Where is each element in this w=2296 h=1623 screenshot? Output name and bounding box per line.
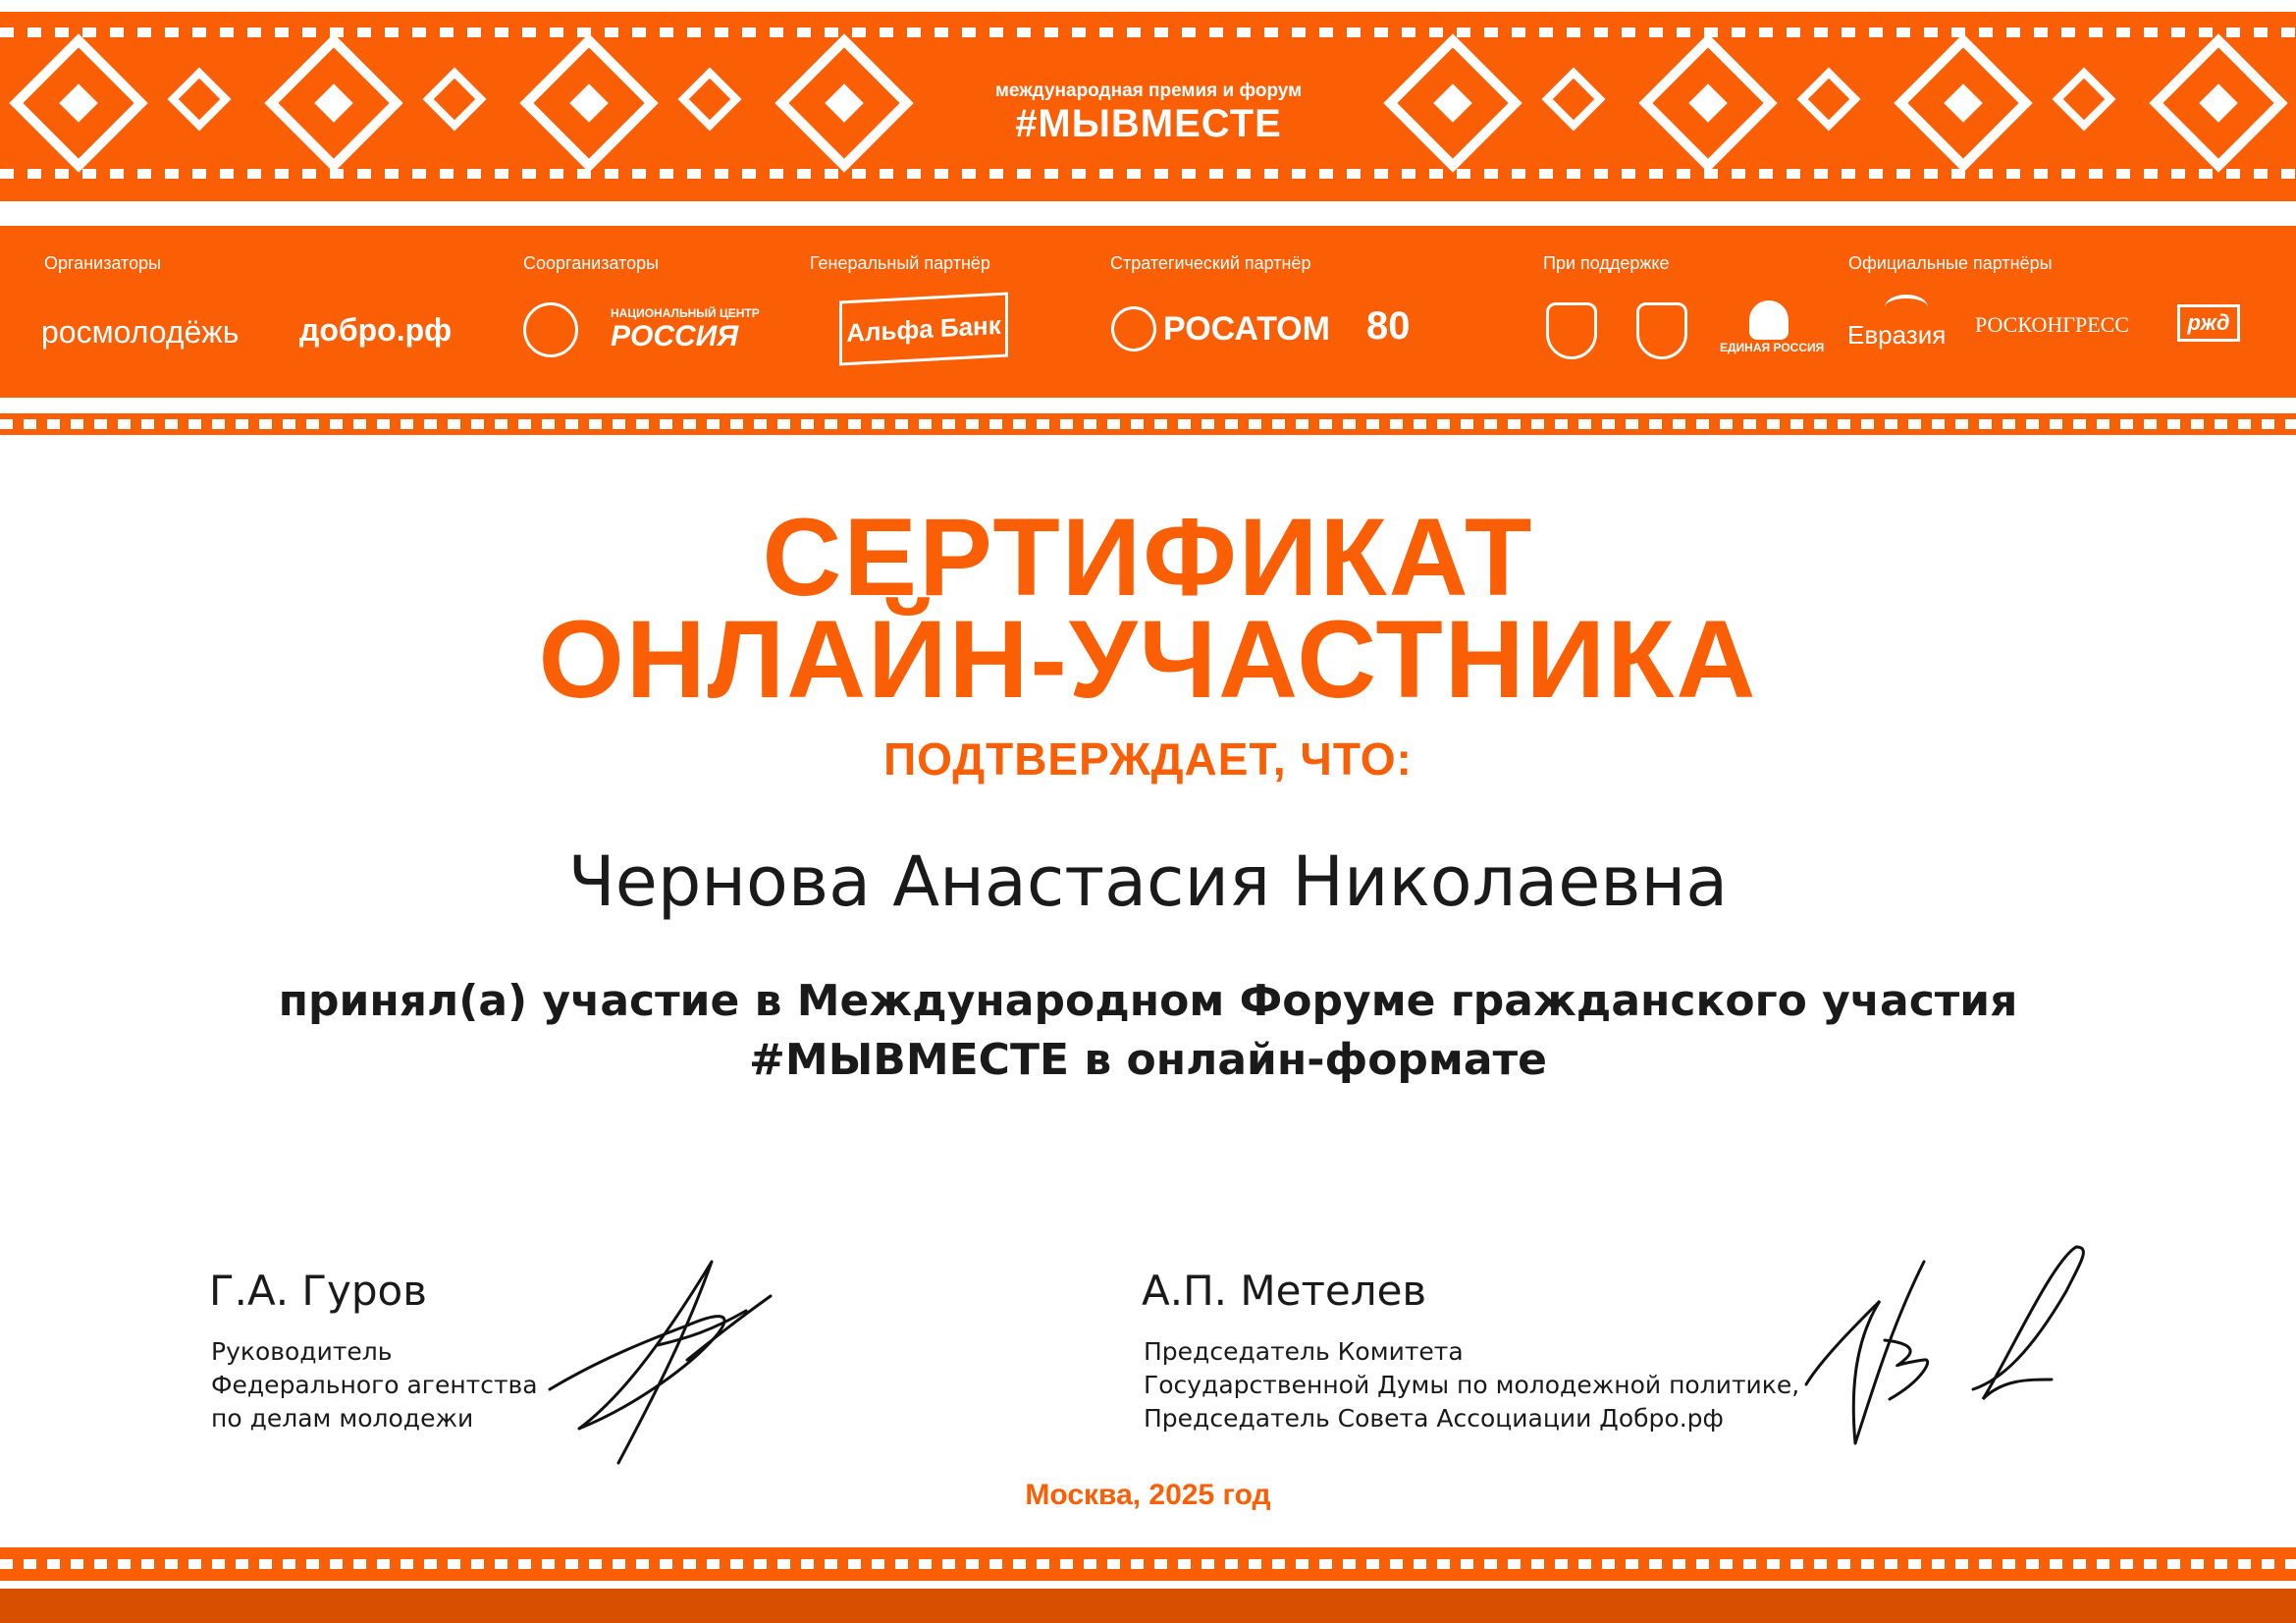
- rosmolodezh-logo: росмолодёжь: [41, 314, 240, 350]
- ornament-diamond-small: [2052, 67, 2115, 131]
- certificate-title-line1: СЕРТИФИКАТ: [762, 496, 1534, 619]
- certificate-title-line2: ОНЛАЙН-УЧАСТНИКА: [538, 598, 1758, 721]
- ornament-diamond: [774, 33, 913, 172]
- signatory-2-role-line1: Председатель Комитета: [1144, 1337, 1464, 1366]
- united-russia-logo: ЕДИНАЯ РОССИЯ: [1720, 341, 1825, 354]
- ornament-diamond: [2149, 33, 2287, 172]
- statement-line2: #МЫВМЕСТЕ в онлайн-формате: [749, 1035, 1547, 1085]
- signatory-1-role-line2: Федерального агентства: [211, 1371, 538, 1399]
- ornament-diamond-small: [677, 67, 741, 131]
- russia-center-logo: РОССИЯ: [611, 320, 739, 352]
- signatory-1-role-line3: по делам молодежи: [211, 1404, 474, 1433]
- ornament-diamond: [1383, 33, 1522, 172]
- bottom-dash-row: [0, 1559, 2296, 1569]
- rzd-text: ржд: [2187, 310, 2230, 335]
- moscow-emblem-icon: [1636, 302, 1687, 359]
- bottom-band-solid: [0, 1589, 2296, 1623]
- signatory-2-name: А.П. Метелев: [1142, 1267, 1427, 1315]
- roscongress-logo: РОСКОНГРЕСС: [1975, 312, 2129, 337]
- signature-2: [1796, 1232, 2110, 1458]
- general-partner-label: Генеральный партнёр: [810, 253, 990, 273]
- ornament-diamond-small: [167, 67, 231, 131]
- rosatom-icon: [1111, 306, 1156, 352]
- ornament-diamond: [264, 33, 402, 172]
- ornament-band: [0, 0, 2296, 201]
- alfa-bank-text: Альфа Банк: [846, 309, 1001, 349]
- united-russia-bear-icon: [1749, 300, 1789, 340]
- support-label: При поддержке: [1543, 253, 1670, 273]
- ornament-dash-row: [0, 169, 2296, 179]
- signatory-1-role-line1: Руководитель: [211, 1337, 393, 1366]
- brand-subtitle: международная премия и форум: [994, 81, 1303, 101]
- brand-logo: [972, 71, 1325, 159]
- statement-line1: принял(а) участие в Международном Форуме гражданского участия: [278, 976, 2018, 1026]
- separator-dash-row: [0, 419, 2296, 429]
- alfa-bank-logo: [839, 292, 1008, 365]
- national-center-label: НАЦИОНАЛЬНЫЙ ЦЕНТР: [611, 306, 760, 320]
- eurasia-logo: Евразия: [1847, 320, 1947, 350]
- signatory-2-role-line2: Государственной Думы по молодежной политике,: [1144, 1371, 1800, 1399]
- ornament-diamond: [1894, 33, 2032, 172]
- ornament-diamond-small: [422, 67, 486, 131]
- signatory-2-role-line3: Председатель Совета Ассоциации Добро.рф: [1144, 1404, 1724, 1433]
- ornament-diamond: [9, 33, 147, 172]
- rzd-logo: [2177, 304, 2240, 342]
- organizers-label: Организаторы: [44, 253, 162, 273]
- brand-name: #МЫВМЕСТЕ: [1015, 102, 1282, 145]
- rosatom-logo: РОСАТОМ: [1163, 310, 1330, 348]
- co-organizers-label: Соорганизаторы: [523, 253, 660, 273]
- signature-1: [540, 1242, 795, 1478]
- ornament-diamond: [1638, 33, 1777, 172]
- ornament-diamond-small: [1541, 67, 1605, 131]
- strategic-partner-label: Стратегический партнёр: [1110, 253, 1311, 273]
- certificate-subtitle: ПОДТВЕРЖДАЕТ, ЧТО:: [883, 733, 1413, 784]
- place-date: Москва, 2025 год: [1025, 1479, 1271, 1511]
- ornament-diamond-small: [1796, 67, 1860, 131]
- atom-80-logo: 80: [1366, 304, 1411, 348]
- ornament-dash-row: [0, 27, 2296, 37]
- dobro-logo: добро.рф: [299, 312, 453, 348]
- eagle-emblem-icon: [1546, 302, 1597, 359]
- eurasia-swoosh-icon: [1885, 295, 1928, 320]
- ornament-diamond: [519, 33, 658, 172]
- partners-bar: [0, 226, 2296, 398]
- official-partners-label: Официальные партнёры: [1848, 253, 2053, 273]
- recipient-name: Чернова Анастасия Николаевна: [567, 841, 1729, 922]
- ornament-top-strip: [0, 0, 2296, 12]
- hse-logo-icon: [523, 302, 578, 357]
- signatory-1-name: Г.А. Гуров: [209, 1267, 427, 1315]
